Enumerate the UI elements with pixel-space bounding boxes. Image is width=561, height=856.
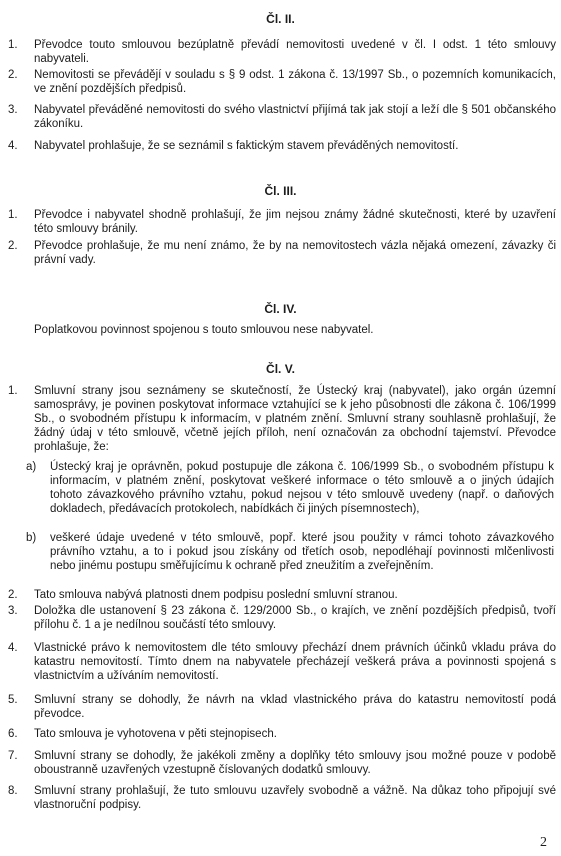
item-number: 8. (8, 785, 18, 797)
list-item (8, 239, 556, 267)
item-number: 2. (8, 69, 18, 81)
sub-item-text: veškeré údaje uvedené v této smlouvě, popř. které jsou použity v rámci tohoto závazkového právního vztahu, a to i pokud jsou získány od třetích osob, nepodléhají povinnosti mlčenlivosti nebo jinému postupu směřujícímu k ochraně před zneužitím a zveřejněním. (50, 532, 554, 572)
item-number: 2. (8, 589, 18, 601)
section-heading-iv: Čl. IV. (264, 302, 297, 316)
paragraph: Poplatkovou povinnost spojenou s touto smlouvou nese nabyvatel. (34, 324, 374, 336)
item-number: 4. (8, 140, 18, 152)
item-text: Převodce prohlašuje, že mu není známo, že by na nemovitostech vázla nějaká omezení, závazky či právní vady. (34, 240, 556, 266)
sub-item-text: Ústecký kraj je oprávněn, pokud postupuje dle zákona č. 106/1999 Sb., o svobodném přístupu k informacím, v platném znění, poskytovat veškeré informace o této smlouvě a o jiných údajích tohoto závazkového právního vztahu, pokud nejsou v této smlouvě uvedeny (např. o daňových dokladech, předávacích protokolech, nabídkách či jiných písemnostech), (50, 461, 554, 515)
item-text: Smluvní strany prohlašují, že tuto smlouvu uzavřely svobodně a vážně. Na důkaz toho připojují své vlastnoruční podpisy. (34, 785, 556, 811)
list-item (8, 208, 556, 236)
list-item (8, 641, 556, 683)
item-text: Převodce touto smlouvou bezúplatně převádí nemovitosti uvedené v čl. I odst. 1 této smlouvy nabyvateli. (34, 39, 556, 65)
item-number: 2. (8, 240, 18, 252)
item-number: 7. (8, 750, 18, 762)
list-item (8, 139, 556, 153)
section-heading-ii: Čl. II. (266, 12, 295, 26)
list-item (8, 749, 556, 777)
item-number: 3. (8, 104, 18, 116)
item-number: 1. (8, 385, 18, 397)
list-item (8, 693, 556, 721)
list-item (8, 588, 556, 602)
item-number: 3. (8, 605, 18, 617)
item-number: 6. (8, 728, 18, 740)
item-number: 5. (8, 694, 18, 706)
list-item (8, 727, 556, 741)
list-item (8, 784, 556, 812)
item-text: Nemovitosti se převádějí v souladu s § 9 odst. 1 zákona č. 13/1997 Sb., o pozemních komunikacích, ve znění pozdějších předpisů. (34, 69, 556, 95)
item-text: Doložka dle ustanovení § 23 zákona č. 129/2000 Sb., o krajích, ve znění pozdějších předpisů, tvoří přílohu č. 1 a je nedílnou součástí této smlouvy. (34, 605, 556, 631)
sub-item-letter: b) (26, 532, 37, 544)
item-number: 1. (8, 209, 18, 221)
item-number: 4. (8, 642, 18, 654)
item-text: Převodce i nabyvatel shodně prohlašují, že jim nejsou známy žádné skutečnosti, které by uzavření této smlouvy bránily. (34, 209, 556, 235)
page-number: 2 (540, 835, 547, 850)
item-text: Nabyvatel prohlašuje, že se seznámil s faktickým stavem převáděných nemovitostí. (34, 140, 459, 152)
section-heading-v: Čl. V. (266, 362, 295, 376)
section-heading-iii: Čl. III. (264, 184, 297, 198)
item-text: Smluvní strany jsou seznámeny se skutečností, že Ústecký kraj (nabyvatel), jako orgán územní samosprávy, je povinen poskytovat informace vztahující se k jeho působnosti dle zákona č. 106/1999 Sb., o svobodném přístupu k informacím, v platném znění. Smluvní strany souhlasně prohlašují, že žádný údaj v této smlouvě, včetně jejích příloh, není označován za obchodní tajemství. Převodce prohlašuje, že: (34, 385, 556, 453)
item-number: 1. (8, 39, 18, 51)
list-item (8, 38, 556, 66)
sub-item (26, 531, 554, 573)
list-item (8, 384, 556, 454)
item-text: Nabyvatel převáděné nemovitosti do svého vlastnictví přijímá tak jak stojí a leží dle § 501 občanského zákoníku. (34, 104, 556, 130)
item-text: Smluvní strany se dohodly, že návrh na vklad vlastnického práva do katastru nemovitostí podá převodce. (34, 694, 556, 720)
sub-item-letter: a) (26, 461, 37, 473)
item-text: Smluvní strany se dohodly, že jakékoli změny a doplňky této smlouvy jsou možné pouze v podobě oboustranně uzavřených vzestupně číslovaných dodatků smlouvy. (34, 750, 556, 776)
item-text: Tato smlouva nabývá platnosti dnem podpisu poslední smluvní stranou. (34, 589, 398, 601)
item-text: Vlastnické právo k nemovitostem dle této smlouvy přechází dnem právních účinků vkladu práva do katastru nemovitostí. Tímto dnem na nabyvatele přecházejí veškerá práva a povinnosti spojená s vlastnictvím a užíváním nemovitostí. (34, 642, 556, 682)
list-item (8, 68, 556, 96)
sub-item (26, 460, 554, 516)
list-item (8, 103, 556, 131)
list-item (8, 604, 556, 632)
item-text: Tato smlouva je vyhotovena v pěti stejnopisech. (34, 728, 277, 740)
